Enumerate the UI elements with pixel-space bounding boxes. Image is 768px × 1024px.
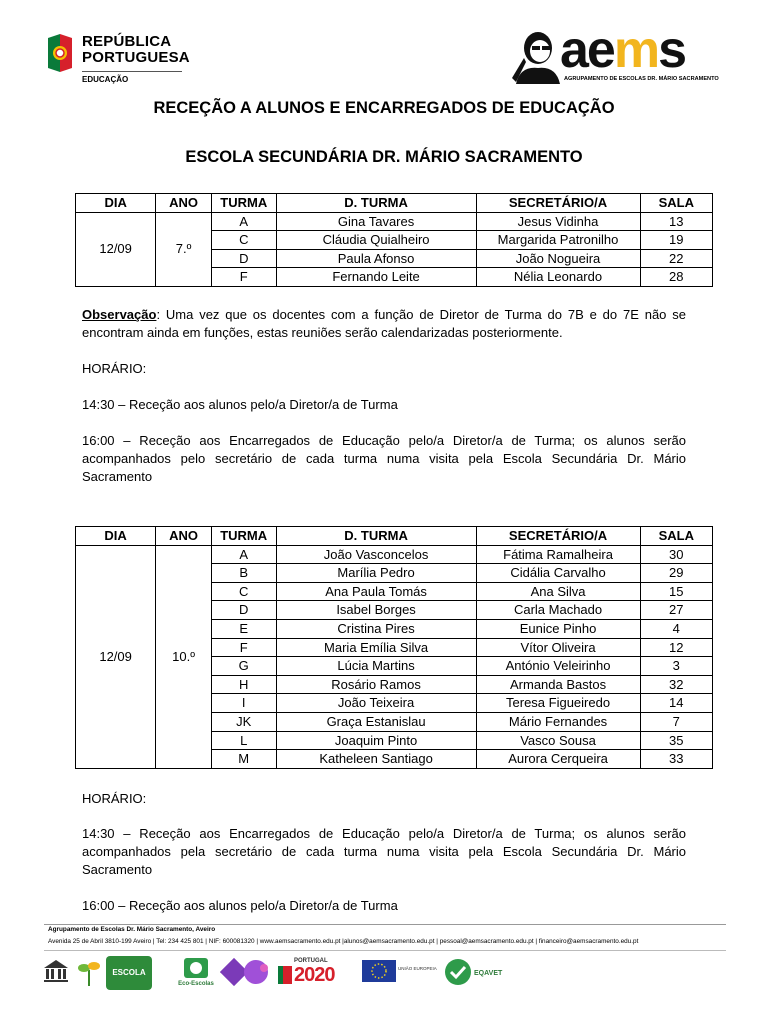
horario-label-2: HORÁRIO:: [82, 791, 147, 806]
observacao-text: : Uma vez que os docentes com a função de Diretor de Turma do 7B e do 7E não se encontram ainda em funções, estas reuniões serão calendarizadas posteriormente.: [82, 307, 686, 340]
footer-divider-2: [44, 950, 726, 951]
sala-cell: 33: [640, 750, 712, 769]
page-title: RECEÇÃO A ALUNOS E ENCARREGADOS DE EDUCAÇÃO: [153, 99, 615, 117]
sala-cell: 35: [640, 731, 712, 750]
turma-cell: C: [211, 231, 276, 250]
col-secretario: SECRETÁRIO/A: [476, 194, 640, 213]
unesco-icon: [40, 956, 72, 990]
logo-divider: [82, 71, 182, 72]
aems-logo: [510, 21, 720, 88]
schedule-table-10: [75, 526, 713, 769]
secretario-cell: Nélia Leonardo: [476, 268, 640, 287]
d-turma-cell: Gina Tavares: [276, 212, 476, 231]
schedule2-item1: 14:30 – Receção aos Encarregados de Educação pelo/a Diretor/a de Turma; os alunos serão acompanhados pela secretário de cada turma numa visita pela Escola Secundária Dr. Mário Sacramento: [82, 826, 686, 877]
portugal-2020-logo: PORTUGAL 2020: [278, 956, 350, 990]
sala-cell: 4: [640, 619, 712, 638]
d-turma-cell: Katheleen Santiago: [276, 750, 476, 769]
table-row: [76, 212, 713, 231]
turma-cell: JK: [211, 712, 276, 731]
secretario-cell: Jesus Vidinha: [476, 212, 640, 231]
turma-cell: E: [211, 619, 276, 638]
d-turma-cell: Lúcia Martins: [276, 657, 476, 676]
table-header-row: [76, 194, 713, 213]
dia-cell: 12/09: [76, 545, 156, 768]
republica-portuguesa-logo: [44, 32, 204, 88]
footer-divider: [44, 924, 726, 925]
secretario-cell: Mário Fernandes: [476, 712, 640, 731]
col-secretario: SECRETÁRIO/A: [476, 527, 640, 546]
pdch-icon: [220, 956, 272, 990]
sala-cell: 3: [640, 657, 712, 676]
table-header-row: [76, 527, 713, 546]
d-turma-cell: Marília Pedro: [276, 564, 476, 583]
turma-cell: F: [211, 638, 276, 657]
col-ano: ANO: [156, 194, 212, 213]
page-subtitle: ESCOLA SECUNDÁRIA DR. MÁRIO SACRAMENTO: [185, 148, 583, 166]
d-turma-cell: Rosário Ramos: [276, 675, 476, 694]
secretario-cell: Armanda Bastos: [476, 675, 640, 694]
portrait-icon: [510, 28, 562, 84]
horario-label-1: HORÁRIO:: [82, 361, 147, 376]
d-turma-cell: Ana Paula Tomás: [276, 582, 476, 601]
eco-escolas-logo: Eco-Escolas: [174, 956, 218, 990]
aems-subtitle: AGRUPAMENTO DE ESCOLAS DR. MÁRIO SACRAMENTO: [564, 76, 719, 82]
eco-flag-icon: [182, 956, 210, 980]
secretario-cell: Margarida Patronilho: [476, 231, 640, 250]
observacao-paragraph: [82, 306, 686, 342]
secretario-cell: Fátima Ramalheira: [476, 545, 640, 564]
turma-cell: G: [211, 657, 276, 676]
secretario-cell: Teresa Figueiredo: [476, 694, 640, 713]
secretario-cell: Vítor Oliveira: [476, 638, 640, 657]
sala-cell: 29: [640, 564, 712, 583]
republica-line1: REPÚBLICA: [82, 33, 172, 50]
sala-cell: 7: [640, 712, 712, 731]
schedule2-item2: 16:00 – Receção aos alunos pelo/a Diretor/a de Turma: [82, 898, 398, 913]
col-dia: DIA: [76, 194, 156, 213]
secretario-cell: Vasco Sousa: [476, 731, 640, 750]
secretario-cell: Cidália Carvalho: [476, 564, 640, 583]
uniao-europeia-logo: UNIÃO EUROPEIA: [362, 956, 430, 990]
col-dia: DIA: [76, 527, 156, 546]
footer-contacts: Avenida 25 de Abril 3810-199 Aveiro | Tel: 234 425 801 | NIF: 600081320 | www.aemsacramento.edu.pt |alunos@aemsacramento.edu.pt | pessoal@aemsacramento.edu.pt | financeiro@aemsacramento.edu.pt: [48, 938, 639, 945]
col-turma: TURMA: [211, 194, 276, 213]
d-turma-cell: Joaquim Pinto: [276, 731, 476, 750]
secretario-cell: Carla Machado: [476, 601, 640, 620]
turma-cell: D: [211, 249, 276, 268]
d-turma-cell: Fernando Leite: [276, 268, 476, 287]
sala-cell: 28: [640, 268, 712, 287]
eu-flag-icon: [362, 960, 396, 982]
sala-cell: 32: [640, 675, 712, 694]
turma-cell: I: [211, 694, 276, 713]
check-seal-icon: [444, 958, 472, 986]
col-ano: ANO: [156, 527, 212, 546]
sala-cell: 19: [640, 231, 712, 250]
ano-cell: 10.º: [156, 545, 212, 768]
turma-cell: B: [211, 564, 276, 583]
turma-cell: F: [211, 268, 276, 287]
aems-wordmark: aems: [560, 21, 686, 79]
d-turma-cell: Maria Emília Silva: [276, 638, 476, 657]
eqavet-logo: EQAVET: [444, 956, 524, 990]
escola-saudavel-logo: ESCOLA: [106, 956, 152, 990]
d-turma-cell: João Vasconcelos: [276, 545, 476, 564]
schedule1-item1: 14:30 – Receção aos alunos pelo/a Diretor/a de Turma: [82, 397, 398, 412]
col-sala: SALA: [640, 527, 712, 546]
secretario-cell: Ana Silva: [476, 582, 640, 601]
turma-cell: D: [211, 601, 276, 620]
ano-cell: 7.º: [156, 212, 212, 286]
col-d-turma: D. TURMA: [276, 194, 476, 213]
turma-cell: H: [211, 675, 276, 694]
dia-cell: 12/09: [76, 212, 156, 286]
turma-cell: M: [211, 750, 276, 769]
col-d-turma: D. TURMA: [276, 527, 476, 546]
secretario-cell: Aurora Cerqueira: [476, 750, 640, 769]
schedule-table-7: [75, 193, 713, 287]
d-turma-cell: Paula Afonso: [276, 249, 476, 268]
d-turma-cell: João Teixeira: [276, 694, 476, 713]
plant-icon: [76, 956, 102, 990]
republica-line2: PORTUGUESA: [82, 49, 190, 66]
pt-flag-icon: [278, 966, 292, 984]
observacao-label: Observação: [82, 307, 157, 322]
d-turma-cell: Cristina Pires: [276, 619, 476, 638]
turma-cell: C: [211, 582, 276, 601]
d-turma-cell: Cláudia Quialheiro: [276, 231, 476, 250]
secretario-cell: Eunice Pinho: [476, 619, 640, 638]
sala-cell: 22: [640, 249, 712, 268]
footer-logos: [40, 956, 540, 992]
schedule1-item2: 16:00 – Receção aos Encarregados de Educação pelo/a Diretor/a de Turma; os alunos serão acompanhados pelo secretário de cada turma numa visita pela Escola Secundária Dr. Mário Sacramento: [82, 433, 686, 484]
d-turma-cell: Isabel Borges: [276, 601, 476, 620]
sala-cell: 15: [640, 582, 712, 601]
sala-cell: 12: [640, 638, 712, 657]
col-turma: TURMA: [211, 527, 276, 546]
footer-school-name: Agrupamento de Escolas Dr. Mário Sacramento, Aveiro: [48, 926, 216, 933]
turma-cell: A: [211, 545, 276, 564]
sala-cell: 27: [640, 601, 712, 620]
sala-cell: 30: [640, 545, 712, 564]
republica-sub: EDUCAÇÃO: [82, 75, 129, 84]
portugal-emblem-icon: [44, 34, 76, 72]
turma-cell: L: [211, 731, 276, 750]
sala-cell: 14: [640, 694, 712, 713]
secretario-cell: António Veleirinho: [476, 657, 640, 676]
sala-cell: 13: [640, 212, 712, 231]
secretario-cell: João Nogueira: [476, 249, 640, 268]
turma-cell: A: [211, 212, 276, 231]
d-turma-cell: Graça Estanislau: [276, 712, 476, 731]
table-row: [76, 545, 713, 564]
col-sala: SALA: [640, 194, 712, 213]
